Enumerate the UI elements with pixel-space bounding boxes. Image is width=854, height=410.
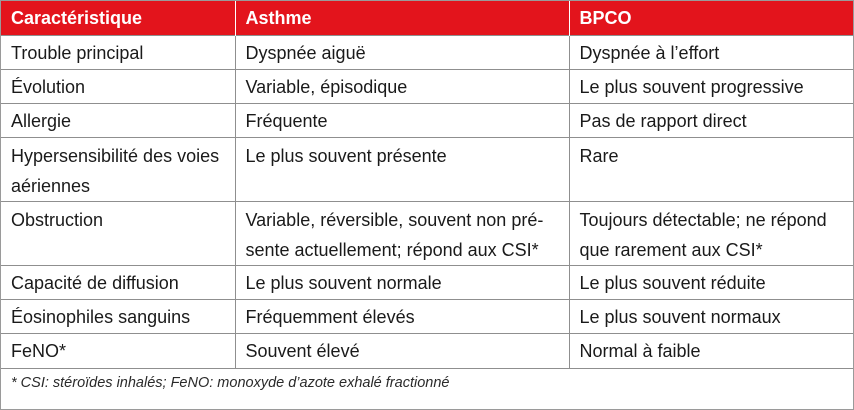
header-characteristic: Caractéristique bbox=[1, 1, 235, 36]
asthma-value bbox=[235, 202, 569, 266]
row-label: Éosinophiles sanguins bbox=[1, 300, 235, 334]
row-label-text: Hypersensibilité des voies aériennes bbox=[11, 146, 220, 196]
row-label: Trouble principal bbox=[1, 36, 235, 70]
asthma-value bbox=[235, 138, 569, 202]
asthma-value: Le plus souvent normale bbox=[235, 266, 569, 300]
row-label-text: Obstruction bbox=[11, 210, 104, 230]
table-row bbox=[1, 70, 853, 104]
header-copd: BPCO bbox=[569, 1, 853, 36]
copd-value bbox=[569, 202, 853, 266]
comparison-table bbox=[1, 1, 853, 368]
copd-value: Le plus souvent réduite bbox=[569, 266, 853, 300]
row-label: Capacité de diffusion bbox=[1, 266, 235, 300]
copd-value: Le plus souvent normaux bbox=[569, 300, 853, 334]
copd-value: Normal à faible bbox=[569, 334, 853, 368]
row-label bbox=[1, 138, 235, 202]
row-label: Évolution bbox=[1, 70, 235, 104]
asthma-value: Fréquente bbox=[235, 104, 569, 138]
table-row bbox=[1, 202, 853, 266]
asthma-value-text: Le plus souvent présente bbox=[245, 146, 447, 166]
copd-value: Pas de rapport direct bbox=[569, 104, 853, 138]
asthma-value-text: Variable, réversible, souvent non pré-sente actuellement; répond aux CSI* bbox=[245, 210, 544, 260]
table-row bbox=[1, 334, 853, 368]
table-row bbox=[1, 300, 853, 334]
table-footnote: * CSI: stéroïdes inhalés; FeNO: monoxyde d’azote exhalé fractionné bbox=[1, 368, 853, 398]
table-header-row bbox=[1, 1, 853, 36]
copd-value bbox=[569, 138, 853, 202]
table-row bbox=[1, 36, 853, 70]
copd-value-text: Toujours détectable; ne répond que rarement aux CSI* bbox=[579, 210, 827, 260]
asthma-value: Fréquemment élevés bbox=[235, 300, 569, 334]
asthma-value: Variable, épisodique bbox=[235, 70, 569, 104]
copd-value: Le plus souvent progressive bbox=[569, 70, 853, 104]
row-label: FeNO* bbox=[1, 334, 235, 368]
table-row bbox=[1, 266, 853, 300]
copd-value: Dyspnée à l’effort bbox=[569, 36, 853, 70]
asthma-value: Dyspnée aiguë bbox=[235, 36, 569, 70]
row-label: Allergie bbox=[1, 104, 235, 138]
row-label bbox=[1, 202, 235, 266]
copd-value-text: Rare bbox=[579, 146, 619, 166]
header-asthma: Asthme bbox=[235, 1, 569, 36]
table-row bbox=[1, 138, 853, 202]
table-row bbox=[1, 104, 853, 138]
asthma-value: Souvent élevé bbox=[235, 334, 569, 368]
